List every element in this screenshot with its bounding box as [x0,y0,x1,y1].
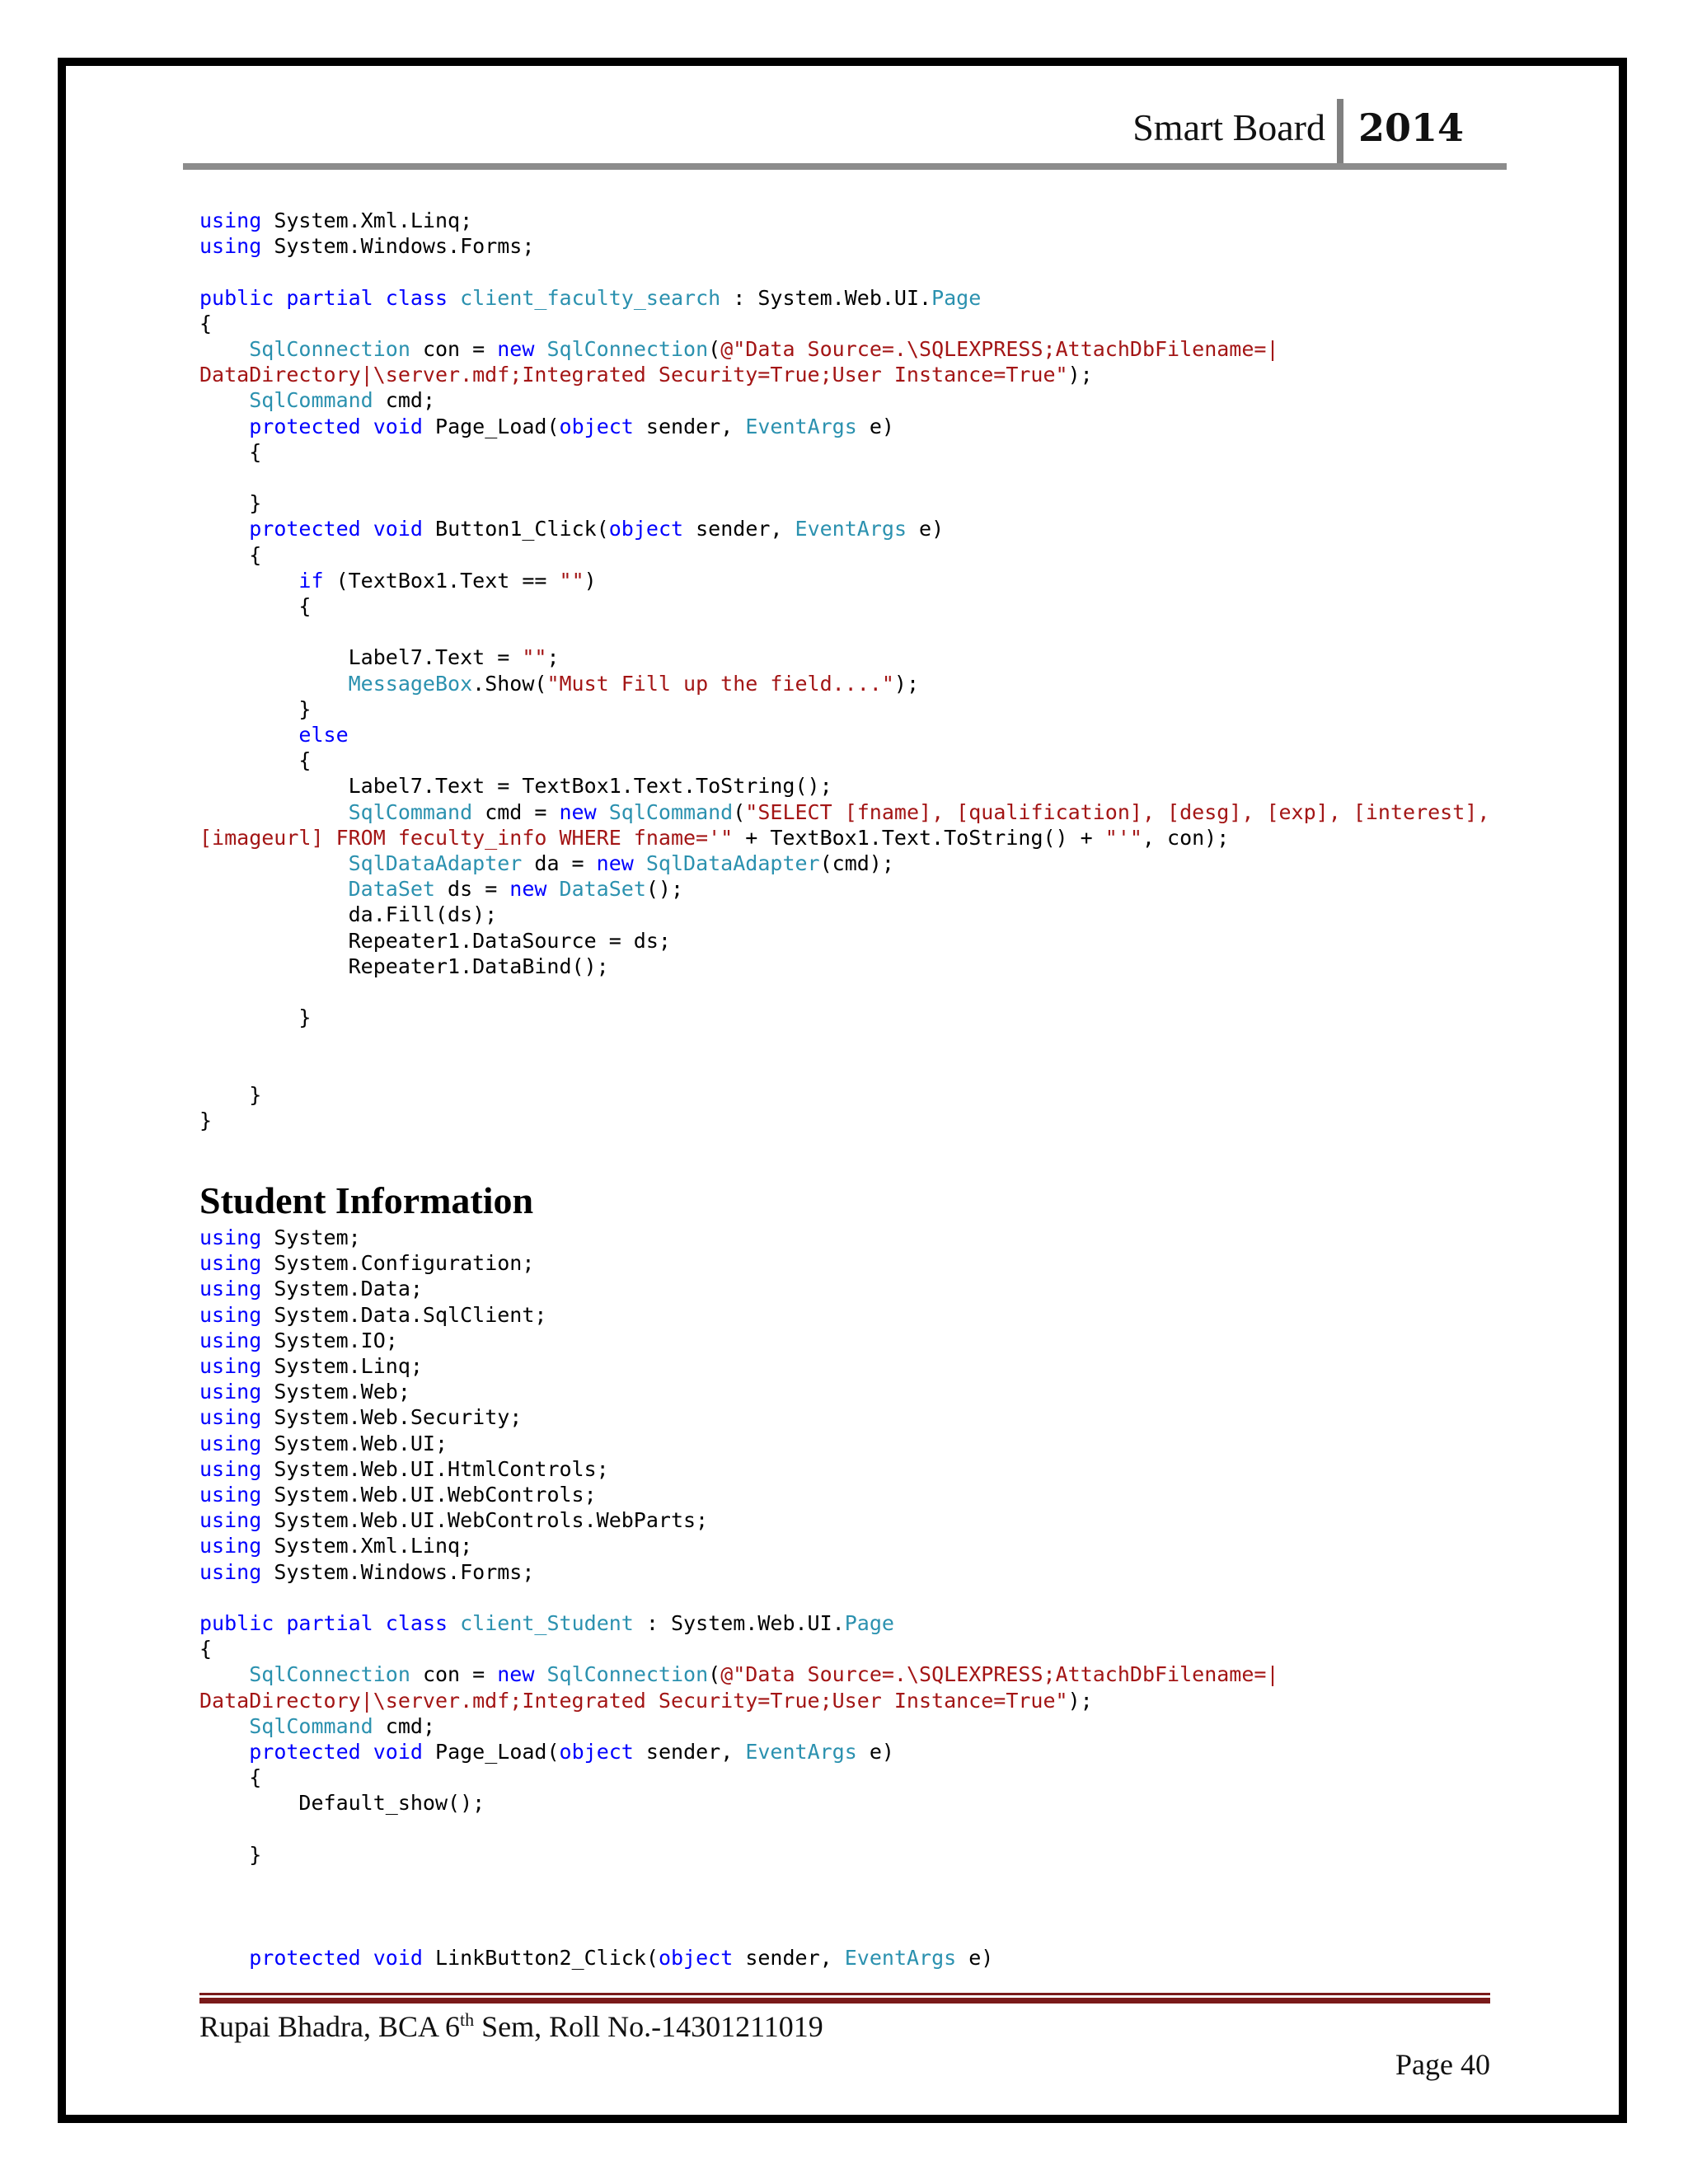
code-token [199,1662,249,1686]
code-line [199,1108,1489,1133]
code-token [534,1662,546,1686]
header-divider [1337,99,1343,168]
code-token: ; [546,645,560,670]
code-token: new [497,1662,535,1687]
code-token: using [199,209,262,232]
code-token: DataSet [559,877,646,902]
code-block-faculty-search [199,208,1489,1133]
code-line [199,1790,1279,1816]
code-token: System.Web.Security; [261,1405,523,1430]
code-token: } [199,1842,262,1867]
code-token: Page_Load( [422,1740,560,1765]
code-token: SqlCommand [348,799,473,824]
code-token: ds = [434,877,510,902]
code-token: @"Data Source=.\SQLEXPRESS;AttachDbFilename=| [720,1662,1279,1687]
code-token: } [199,491,262,516]
code-line [199,1482,1279,1507]
code-line [199,1765,1279,1790]
header-title: Smart Board [1132,106,1325,148]
code-line [199,490,1489,516]
code-line [199,1661,1279,1687]
section-heading: Student Information [199,1179,534,1221]
code-token: using [199,1380,262,1404]
code-token: System; [261,1226,361,1249]
code-token: @"Data Source=.\SQLEXPRESS;AttachDbFilename=| [720,337,1279,362]
footer-author-prefix: Rupai Bhadra, BCA 6 [199,2010,460,2043]
code-token: SqlConnection [249,337,410,362]
code-token: e) [856,1740,894,1765]
code-line [199,1868,1279,1893]
footer-rule-thin [199,1993,1490,1995]
code-token [634,851,646,875]
code-token: EventArgs [745,1740,857,1765]
code-token: : System.Web.UI. [633,1611,845,1636]
code-token: using [199,1354,262,1379]
code-token: System.Web; [261,1380,410,1404]
header-rule [183,163,1507,170]
code-token: ); [893,671,919,696]
code-token: using [199,1456,262,1481]
code-token: con = [410,337,498,362]
code-token: else [298,723,349,748]
code-token: da.Fill(ds); [199,902,498,927]
code-token: e) [856,414,894,438]
code-token: using [199,1251,262,1276]
code-line [199,362,1489,387]
footer-author-sup: th [459,2009,475,2030]
code-line [199,1431,1279,1456]
code-token: : System.Web.UI. [720,285,932,310]
code-token: protected [249,517,361,541]
code-line [199,1082,1489,1108]
code-line [199,773,1489,799]
code-token [199,877,349,901]
code-line [199,928,1489,954]
code-token: if [298,568,324,593]
code-token: EventArgs [795,517,907,541]
code-token [199,851,349,875]
code-token: public [199,285,274,310]
code-token: System.Windows.Forms; [261,1559,535,1584]
code-token: using [199,1302,262,1327]
code-token: using [199,234,262,259]
code-token: "" [559,568,584,593]
code-token [199,569,298,593]
code-line [199,1379,1279,1404]
code-token [199,1714,249,1738]
code-token: SqlConnection [546,337,709,362]
code-token: void [373,1945,423,1970]
code-token: SqlCommand [608,799,734,824]
code-line [199,568,1489,593]
code-token: { [199,594,312,619]
code-token [534,337,546,361]
code-token: e) [907,517,945,541]
code-token: protected [249,1740,361,1765]
code-token: LinkButton2_Click( [422,1945,659,1970]
code-line [199,1945,1279,1971]
code-block-student [199,1225,1279,1971]
code-line [199,1610,1279,1636]
code-token [448,286,460,310]
code-token [373,286,386,310]
code-line [199,311,1489,336]
code-line [199,1225,1279,1250]
code-token: object [658,1945,734,1970]
code-line [199,1057,1489,1082]
code-token: using [199,1405,262,1430]
code-token: object [559,1740,634,1765]
code-token: Repeater1.DataBind(); [199,954,609,978]
code-line [199,1559,1279,1585]
code-token: void [373,414,423,438]
code-token [199,517,249,541]
code-token [274,1611,286,1635]
code-token: (); [645,877,684,902]
code-line [199,1005,1489,1030]
code-line [199,1302,1279,1328]
header-year: 2014 [1358,105,1465,150]
code-token: System.Web.UI.HtmlControls; [261,1456,609,1481]
code-token: sender, [633,1740,746,1765]
code-token: ( [733,799,746,824]
code-line [199,1636,1279,1661]
code-token: , con); [1142,825,1230,850]
code-token [199,1740,249,1764]
code-token: { [199,1765,262,1790]
code-line [199,902,1489,927]
code-line [199,1842,1279,1868]
code-token: [imageurl] FROM feculty_info WHERE fname='" [199,825,734,850]
code-token: Label7.Text = [199,645,523,670]
code-token [361,1740,373,1764]
code-token: cmd; [373,388,435,413]
code-line [199,593,1489,619]
code-token: SqlConnection [546,1662,709,1687]
code-token [597,800,609,824]
code-line [199,1739,1279,1765]
code-token: MessageBox [348,671,473,696]
code-token: DataDirectory|\server.mdf;Integrated Security=True;User Instance=True" [199,1688,1068,1713]
code-token: da = [522,851,597,876]
code-token: "SELECT [fname], [qualification], [desg], [exp], [interest], [745,799,1490,824]
code-token: using [199,1483,262,1507]
code-line [199,516,1489,541]
code-line [199,387,1489,413]
code-token: new [509,877,547,902]
code-line [199,1585,1279,1610]
code-token: } [199,1082,262,1107]
code-token: using [199,1328,262,1352]
code-token: class [385,1611,448,1636]
code-token: partial [286,285,373,310]
code-line [199,1456,1279,1482]
code-token: new [596,851,634,876]
code-token: "Must Fill up the field...." [546,671,894,696]
code-token: SqlCommand [249,1713,373,1738]
code-token: partial [286,1611,373,1636]
code-token: Button1_Click( [422,517,609,541]
code-line [199,799,1489,825]
code-token: new [497,337,535,362]
code-token: { [199,439,262,464]
code-token: System.Linq; [261,1354,423,1379]
code-token: } [199,1108,213,1133]
code-token: class [385,285,448,310]
code-token: { [199,748,312,773]
code-token: System.Xml.Linq; [261,1534,473,1558]
code-line [199,1031,1489,1057]
code-token [361,517,373,541]
code-token: e) [956,1945,994,1970]
code-token: { [199,1637,213,1661]
code-line [199,542,1489,568]
code-line [199,671,1489,696]
code-token: sender, [733,1945,845,1970]
code-line [199,439,1489,465]
code-token [199,672,349,696]
code-line [199,414,1489,439]
code-line [199,1250,1279,1276]
code-line [199,336,1489,362]
code-token: SqlCommand [249,388,373,413]
code-token: System.Data.SqlClient; [261,1302,547,1327]
code-token: System.IO; [261,1328,398,1352]
code-line [199,1688,1279,1713]
code-token: Page_Load( [422,414,560,438]
code-token: client_Student [460,1611,634,1636]
code-token: EventArgs [844,1945,957,1970]
footer-author-suffix: Sem, Roll No.-14301211019 [474,2010,823,2043]
code-token: System.Windows.Forms; [261,234,535,259]
code-token: EventArgs [745,414,857,438]
code-line [199,748,1489,773]
code-token: sender, [683,517,795,541]
code-line [199,233,1489,259]
code-line [199,1893,1279,1919]
code-line [199,876,1489,902]
code-token: cmd = [472,799,560,824]
code-token [373,1611,386,1635]
code-token [361,415,373,438]
code-token: new [559,799,597,824]
code-token: System.Configuration; [261,1251,535,1276]
code-token: SqlConnection [249,1662,410,1687]
code-token: } [199,1005,312,1030]
code-token: protected [249,1945,361,1970]
code-token: Page [844,1611,894,1636]
code-line [199,285,1489,311]
code-token: { [199,311,213,335]
code-line [199,1276,1279,1301]
code-line [199,619,1489,644]
code-token: using [199,1559,262,1584]
code-line [199,1919,1279,1944]
code-token: System.Web.UI; [261,1431,448,1455]
code-token: protected [249,414,361,438]
code-line [199,1353,1279,1379]
code-token [199,337,249,361]
code-token [199,723,298,747]
code-line [199,979,1489,1005]
code-line [199,1713,1279,1739]
code-token: ); [1067,1688,1093,1713]
code-token: "" [522,645,547,670]
code-token: Page [931,285,982,310]
code-token [448,1611,460,1635]
code-line [199,825,1489,851]
code-line [199,1507,1279,1533]
code-token: ) [584,568,597,593]
code-token: void [373,1740,423,1765]
code-line [199,208,1489,233]
code-token: SqlDataAdapter [645,851,820,876]
code-token [199,1946,249,1970]
footer-rule-thick [199,1998,1490,2004]
code-token: SqlDataAdapter [348,851,523,876]
code-token: (TextBox1.Text == [323,568,560,593]
code-token: object [559,414,634,438]
code-token: con = [410,1662,498,1687]
page-number: Page 40 [1395,2048,1490,2081]
code-token: void [373,517,423,541]
code-line [199,1816,1279,1842]
code-token: public [199,1611,274,1636]
code-token: System.Web.UI.WebControls.WebParts; [261,1508,709,1533]
code-token: object [608,517,684,541]
code-token: sender, [633,414,746,438]
code-token: (cmd); [819,851,894,876]
code-token: + TextBox1.Text.ToString() + [733,825,1105,850]
code-token [361,1946,373,1970]
code-line [199,696,1489,722]
code-token: { [199,542,262,567]
code-token: using [199,1508,262,1533]
code-token: using [199,1431,262,1455]
code-token [546,877,559,901]
code-line [199,259,1489,284]
code-token: Repeater1.DataSource = ds; [199,928,671,953]
code-token: DataSet [348,877,435,902]
code-token: ); [1067,363,1093,387]
code-token [199,415,249,438]
code-token [274,286,286,310]
code-token [199,800,349,824]
code-token: System.Data; [261,1277,423,1301]
code-line [199,1328,1279,1353]
code-token: DataDirectory|\server.mdf;Integrated Security=True;User Instance=True" [199,363,1068,387]
code-token [199,388,249,412]
code-token: client_faculty_search [460,285,721,310]
code-line [199,465,1489,490]
code-token: "'" [1104,825,1142,850]
code-token: using [199,1277,262,1301]
code-line [199,954,1489,979]
code-token: ( [708,337,721,362]
code-token: Default_show(); [199,1791,485,1816]
code-line [199,722,1489,748]
code-token: System.Xml.Linq; [261,209,473,232]
code-line [199,851,1489,876]
code-token: .Show( [472,671,547,696]
code-token: } [199,696,312,721]
code-token: Label7.Text = TextBox1.Text.ToString(); [199,774,832,799]
code-line [199,644,1489,670]
code-line [199,1404,1279,1430]
code-token: System.Web.UI.WebControls; [261,1483,597,1507]
code-token: using [199,1226,262,1249]
code-token: ( [708,1662,721,1687]
footer-author [199,2009,823,2044]
code-token: cmd; [373,1713,435,1738]
code-token: using [199,1534,262,1558]
code-line [199,1533,1279,1558]
